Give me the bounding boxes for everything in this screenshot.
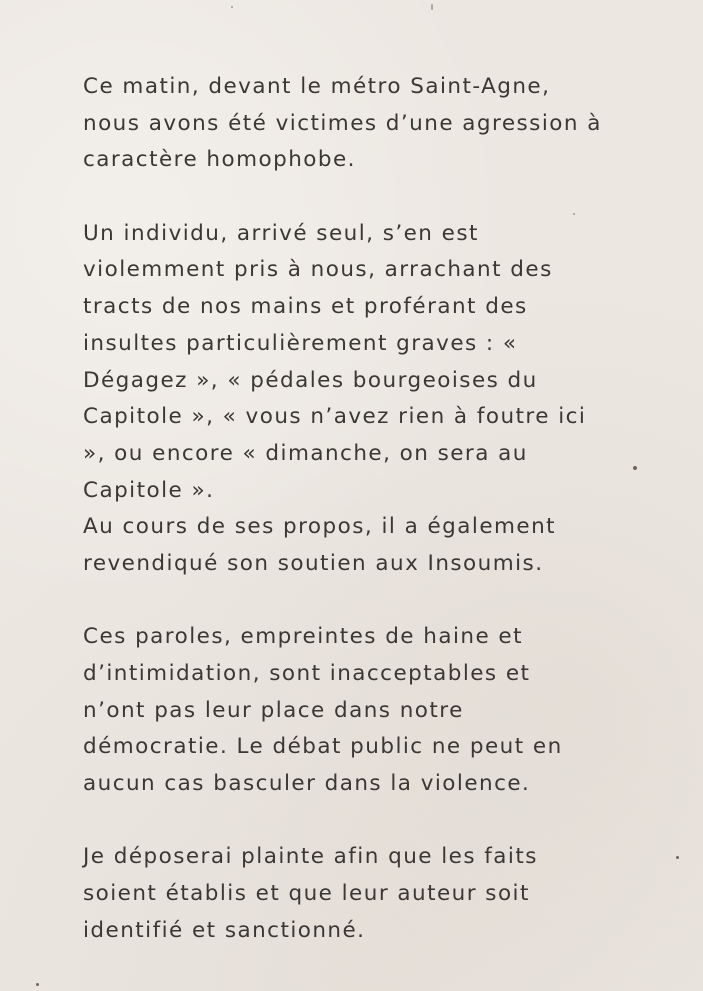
text-line: Au cours de ses propos, il a également bbox=[83, 514, 557, 540]
text-line: caractère homophobe. bbox=[83, 147, 356, 173]
text-line: aucun cas basculer dans la violence. bbox=[83, 771, 531, 797]
paragraph bbox=[83, 216, 683, 583]
text-line: Ces paroles, empreintes de haine et bbox=[83, 624, 523, 650]
text-line: », ou encore « dimanche, on sera au bbox=[83, 440, 528, 466]
text-line: Ce matin, devant le métro Saint-Agne, bbox=[83, 74, 551, 99]
text-line: Je déposerai plainte afin que les faits bbox=[83, 844, 538, 870]
paragraph-gap bbox=[83, 803, 683, 840]
paragraph-gap bbox=[83, 179, 683, 216]
text-line: démocratie. Le débat public ne peut en bbox=[83, 734, 563, 760]
text-line: violemment pris à nous, arrachant des bbox=[83, 257, 553, 283]
text-line: nous avons été victimes d’une agression à bbox=[83, 110, 602, 136]
text-line: revendiqué son soutien aux Insoumis. bbox=[83, 550, 544, 576]
text-line: Capitole », « vous n’avez rien à foutre ici bbox=[83, 404, 587, 430]
text-line: d’intimidation, sont inacceptables et bbox=[83, 661, 531, 686]
paper-speck bbox=[36, 983, 39, 986]
text-line: insultes particulièrement graves : « bbox=[83, 330, 518, 356]
paper-speck bbox=[431, 4, 433, 10]
text-line: n’ont pas leur place dans notre bbox=[83, 697, 464, 723]
paragraph bbox=[83, 69, 683, 179]
text-line: Capitole ». bbox=[83, 477, 215, 503]
paragraph bbox=[83, 619, 683, 802]
text-line: Dégagez », « pédales bourgeoises du bbox=[83, 367, 538, 393]
text-line: tracts de nos mains et proférant des bbox=[83, 294, 528, 320]
paragraph-gap bbox=[83, 583, 683, 620]
paragraph bbox=[83, 839, 683, 949]
text-line: identifié et sanctionné. bbox=[83, 917, 366, 943]
paper-speck bbox=[231, 6, 233, 8]
text-line: soient établis et que leur auteur soit bbox=[83, 881, 530, 907]
statement-text bbox=[83, 69, 683, 950]
text-line: Un individu, arrivé seul, s’en est bbox=[83, 220, 479, 246]
